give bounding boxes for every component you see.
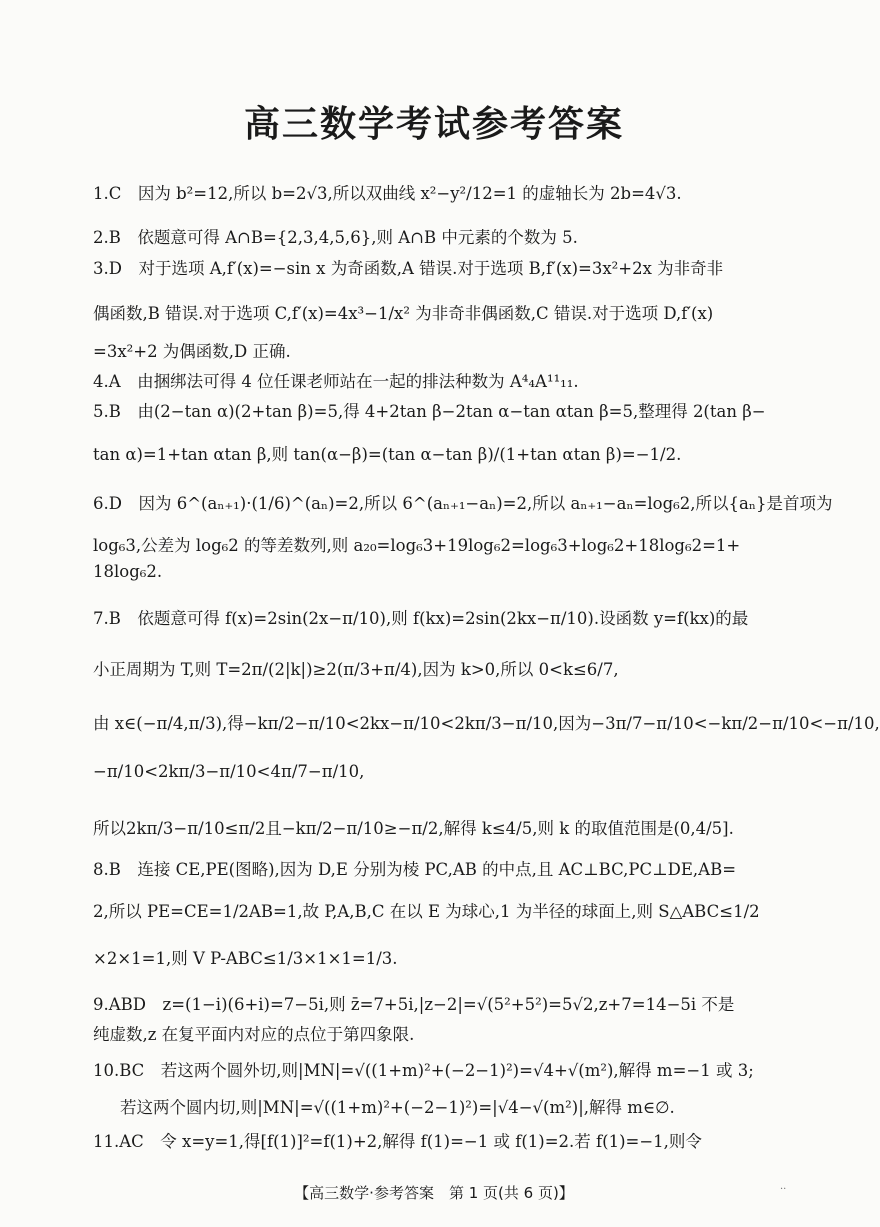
page-title: 高三数学考试参考答案	[243, 104, 624, 145]
answer-line: 3.D 对于选项 A,f′(x)=−sin x 为奇函数,A 错误.对于选项 B,f′(x)=3x²+2x 为非奇非	[93, 259, 724, 278]
answer-line: 11.AC 令 x=y=1,得[f(1)]²=f(1)+2,解得 f(1)=−1 或 f(1)=2.若 f(1)=−1,则令	[93, 1132, 702, 1151]
answer-line: 所以2kπ/3−π/10≤π/2且−kπ/2−π/10≥−π/2,解得 k≤4/5,则 k 的取值范围是(0,4/5].	[93, 819, 734, 838]
answer-line: 8.B 连接 CE,PE(图略),因为 D,E 分别为棱 PC,AB 的中点,且 AC⊥BC,PC⊥DE,AB=	[93, 860, 737, 879]
answer-line: 4.A 由捆绑法可得 4 位任课老师站在一起的排法种数为 A⁴₄A¹¹₁₁.	[93, 372, 579, 391]
answer-line: 18log₆2.	[93, 562, 163, 581]
answer-line: 由 x∈(−π/4,π/3),得−kπ/2−π/10<2kx−π/10<2kπ/3−π/10,因为−3π/7−π/10<−kπ/2−π/10<−π/10,	[93, 714, 880, 733]
answer-line: 小正周期为 T,则 T=2π/(2|k|)≥2(π/3+π/4),因为 k>0,所以 0<k≤6/7,	[93, 660, 619, 679]
answer-line: tan α)=1+tan αtan β,则 tan(α−β)=(tan α−tan β)/(1+tan αtan β)=−1/2.	[93, 445, 682, 464]
answer-line: 1.C 因为 b²=12,所以 b=2√3,所以双曲线 x²−y²/12=1 的虚轴长为 2b=4√3.	[93, 184, 682, 203]
answer-line: 2.B 依题意可得 A∩B={2,3,4,5,6},则 A∩B 中元素的个数为 5.	[93, 228, 578, 247]
answer-line: −π/10<2kπ/3−π/10<4π/7−π/10,	[93, 762, 365, 781]
answer-line: 偶函数,B 错误.对于选项 C,f′(x)=4x³−1/x² 为非奇非偶函数,C 错误.对于选项 D,f′(x)	[93, 304, 714, 323]
answer-line: =3x²+2 为偶函数,D 正确.	[93, 342, 291, 361]
answer-line: 9.ABD z=(1−i)(6+i)=7−5i,则 z̄=7+5i,|z−2|=√(5²+5²)=5√2,z+7=14−5i 不是	[93, 995, 735, 1014]
answer-line: 纯虚数,z 在复平面内对应的点位于第四象限.	[93, 1025, 415, 1044]
answer-line: 10.BC 若这两个圆外切,则|MN|=√((1+m)²+(−2−1)²)=√4+√(m²),解得 m=−1 或 3;	[93, 1061, 754, 1080]
answer-line: 7.B 依题意可得 f(x)=2sin(2x−π/10),则 f(kx)=2sin(2kx−π/10).设函数 y=f(kx)的最	[93, 609, 749, 628]
answer-line: 若这两个圆内切,则|MN|=√((1+m)²+(−2−1)²)=|√4−√(m²)|,解得 m∈∅.	[120, 1098, 675, 1117]
answer-line: 6.D 因为 6^(aₙ₊₁)·(1/6)^(aₙ)=2,所以 6^(aₙ₊₁−aₙ)=2,所以 aₙ₊₁−aₙ=log₆2,所以{aₙ}是首项为	[93, 494, 833, 513]
answer-line: log₆3,公差为 log₆2 的等差数列,则 a₂₀=log₆3+19log₆2=log₆3+log₆2+18log₆2=1+	[93, 536, 741, 555]
corner-mark: ··	[780, 1184, 787, 1195]
answer-line: ×2×1=1,则 V P-ABC≤1/3×1×1=1/3.	[93, 949, 398, 968]
answer-line: 2,所以 PE=CE=1/2AB=1,故 P,A,B,C 在以 E 为球心,1 为半径的球面上,则 S△ABC≤1/2	[93, 902, 760, 921]
page-footer: 【高三数学·参考答案 第 1 页(共 6 页)】	[294, 1184, 574, 1202]
answer-line: 5.B 由(2−tan α)(2+tan β)=5,得 4+2tan β−2tan α−tan αtan β=5,整理得 2(tan β−	[93, 402, 766, 421]
